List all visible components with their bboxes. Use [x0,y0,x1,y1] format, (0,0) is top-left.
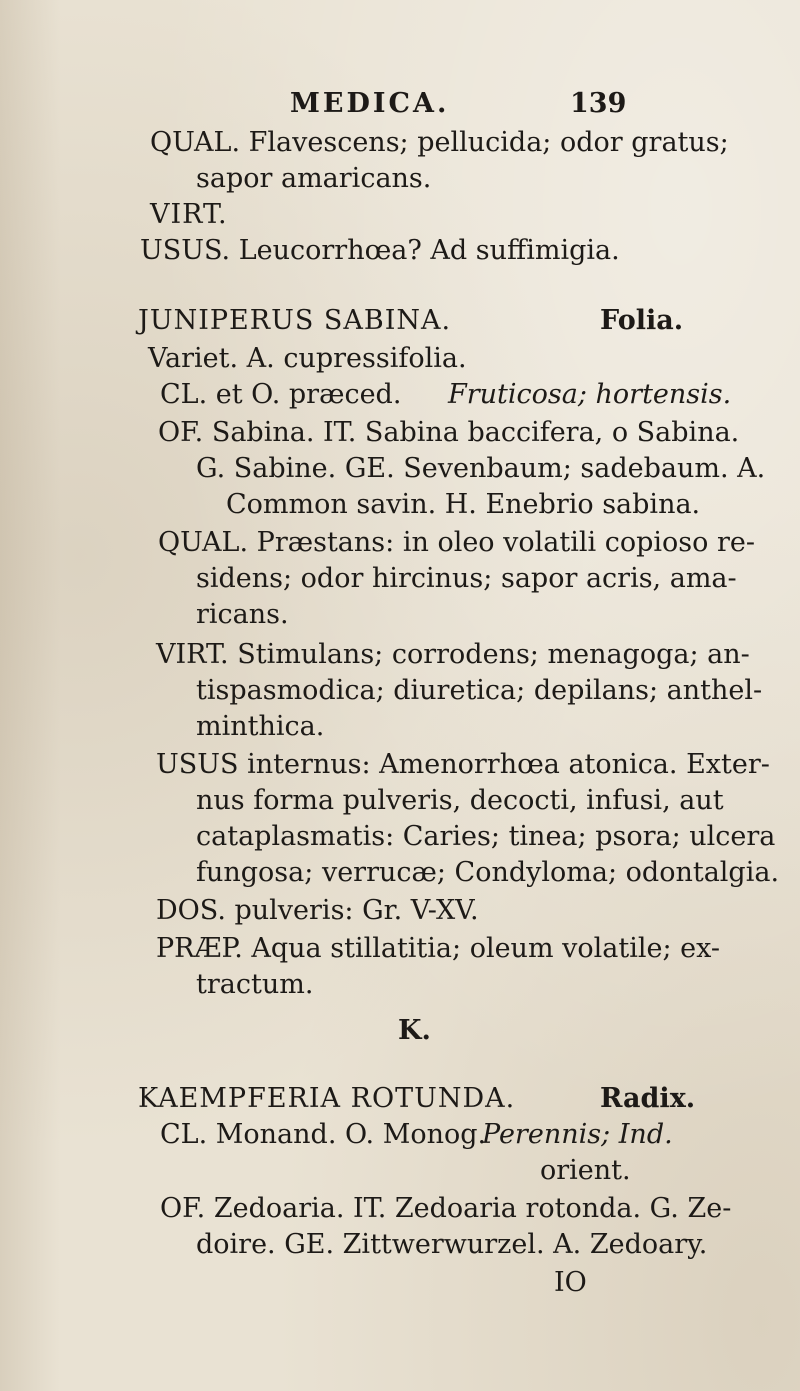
text-line: tispasmodica; diuretica; depilans; anthel- [196,675,763,706]
text-line: PRÆP. Aqua stillatitia; oleum volatile; ex- [156,933,721,964]
text-line: Common savin. H. Enebrio sabina. [226,489,701,520]
text-line: Variet. A. cupressifolia. [148,343,467,374]
text-line: fungosa; verrucæ; Condyloma; odontalgia. [196,857,780,888]
text-line: VIRT. Stimulans; corrodens; menagoga; an- [156,639,750,670]
text-line: orient. [540,1155,631,1186]
text-line: ricans. [196,599,289,630]
text-line: Fruticosa; hortensis. [448,379,732,410]
text-line: G. Sabine. GE. Sevenbaum; sadebaum. A. [196,453,766,484]
text-line: VIRT. [150,199,228,230]
text-line: OF. Sabina. IT. Sabina baccifera, o Sabina. [158,417,740,448]
entry-part: Folia. [600,305,684,336]
entry-heading: KAEMPFERIA ROTUNDA. [138,1083,516,1114]
text-line: USUS. Leucorrhœa? Ad suffimigia. [140,235,620,266]
text-line: USUS internus: Amenorrhœa atonica. Exter- [156,749,770,780]
text-line: tractum. [196,969,314,1000]
entry-part: Radix. [600,1083,696,1114]
catchword: IO [554,1267,587,1298]
text-line: Perennis; Ind. [482,1119,673,1150]
section-letter: K. [398,1015,431,1046]
text-line: sidens; odor hircinus; sapor acris, ama- [196,563,737,594]
text-line: QUAL. Flavescens; pellucida; odor gratus; [150,127,729,158]
text-line: OF. Zedoaria. IT. Zedoaria rotonda. G. Ze- [160,1193,732,1224]
text-line: DOS. pulveris: Gr. V-XV. [156,895,479,926]
text-line: QUAL. Præstans: in oleo volatili copioso re- [158,527,755,558]
entry-heading: JUNIPERUS SABINA. [138,305,452,336]
page-number: 139 [570,88,627,119]
text-line: CL. Monand. O. Monog. [160,1119,487,1150]
text-line: sapor amaricans. [196,163,432,194]
text-line: cataplasmatis: Caries; tinea; psora; ulcera [196,821,776,852]
text-line: CL. et O. præced. [160,379,402,410]
text-line: doire. GE. Zittwerwurzel. A. Zedoary. [196,1229,708,1260]
text-line: nus forma pulveris, decocti, infusi, aut [196,785,724,816]
text-line: minthica. [196,711,325,742]
running-title: MEDICA. [290,88,450,119]
